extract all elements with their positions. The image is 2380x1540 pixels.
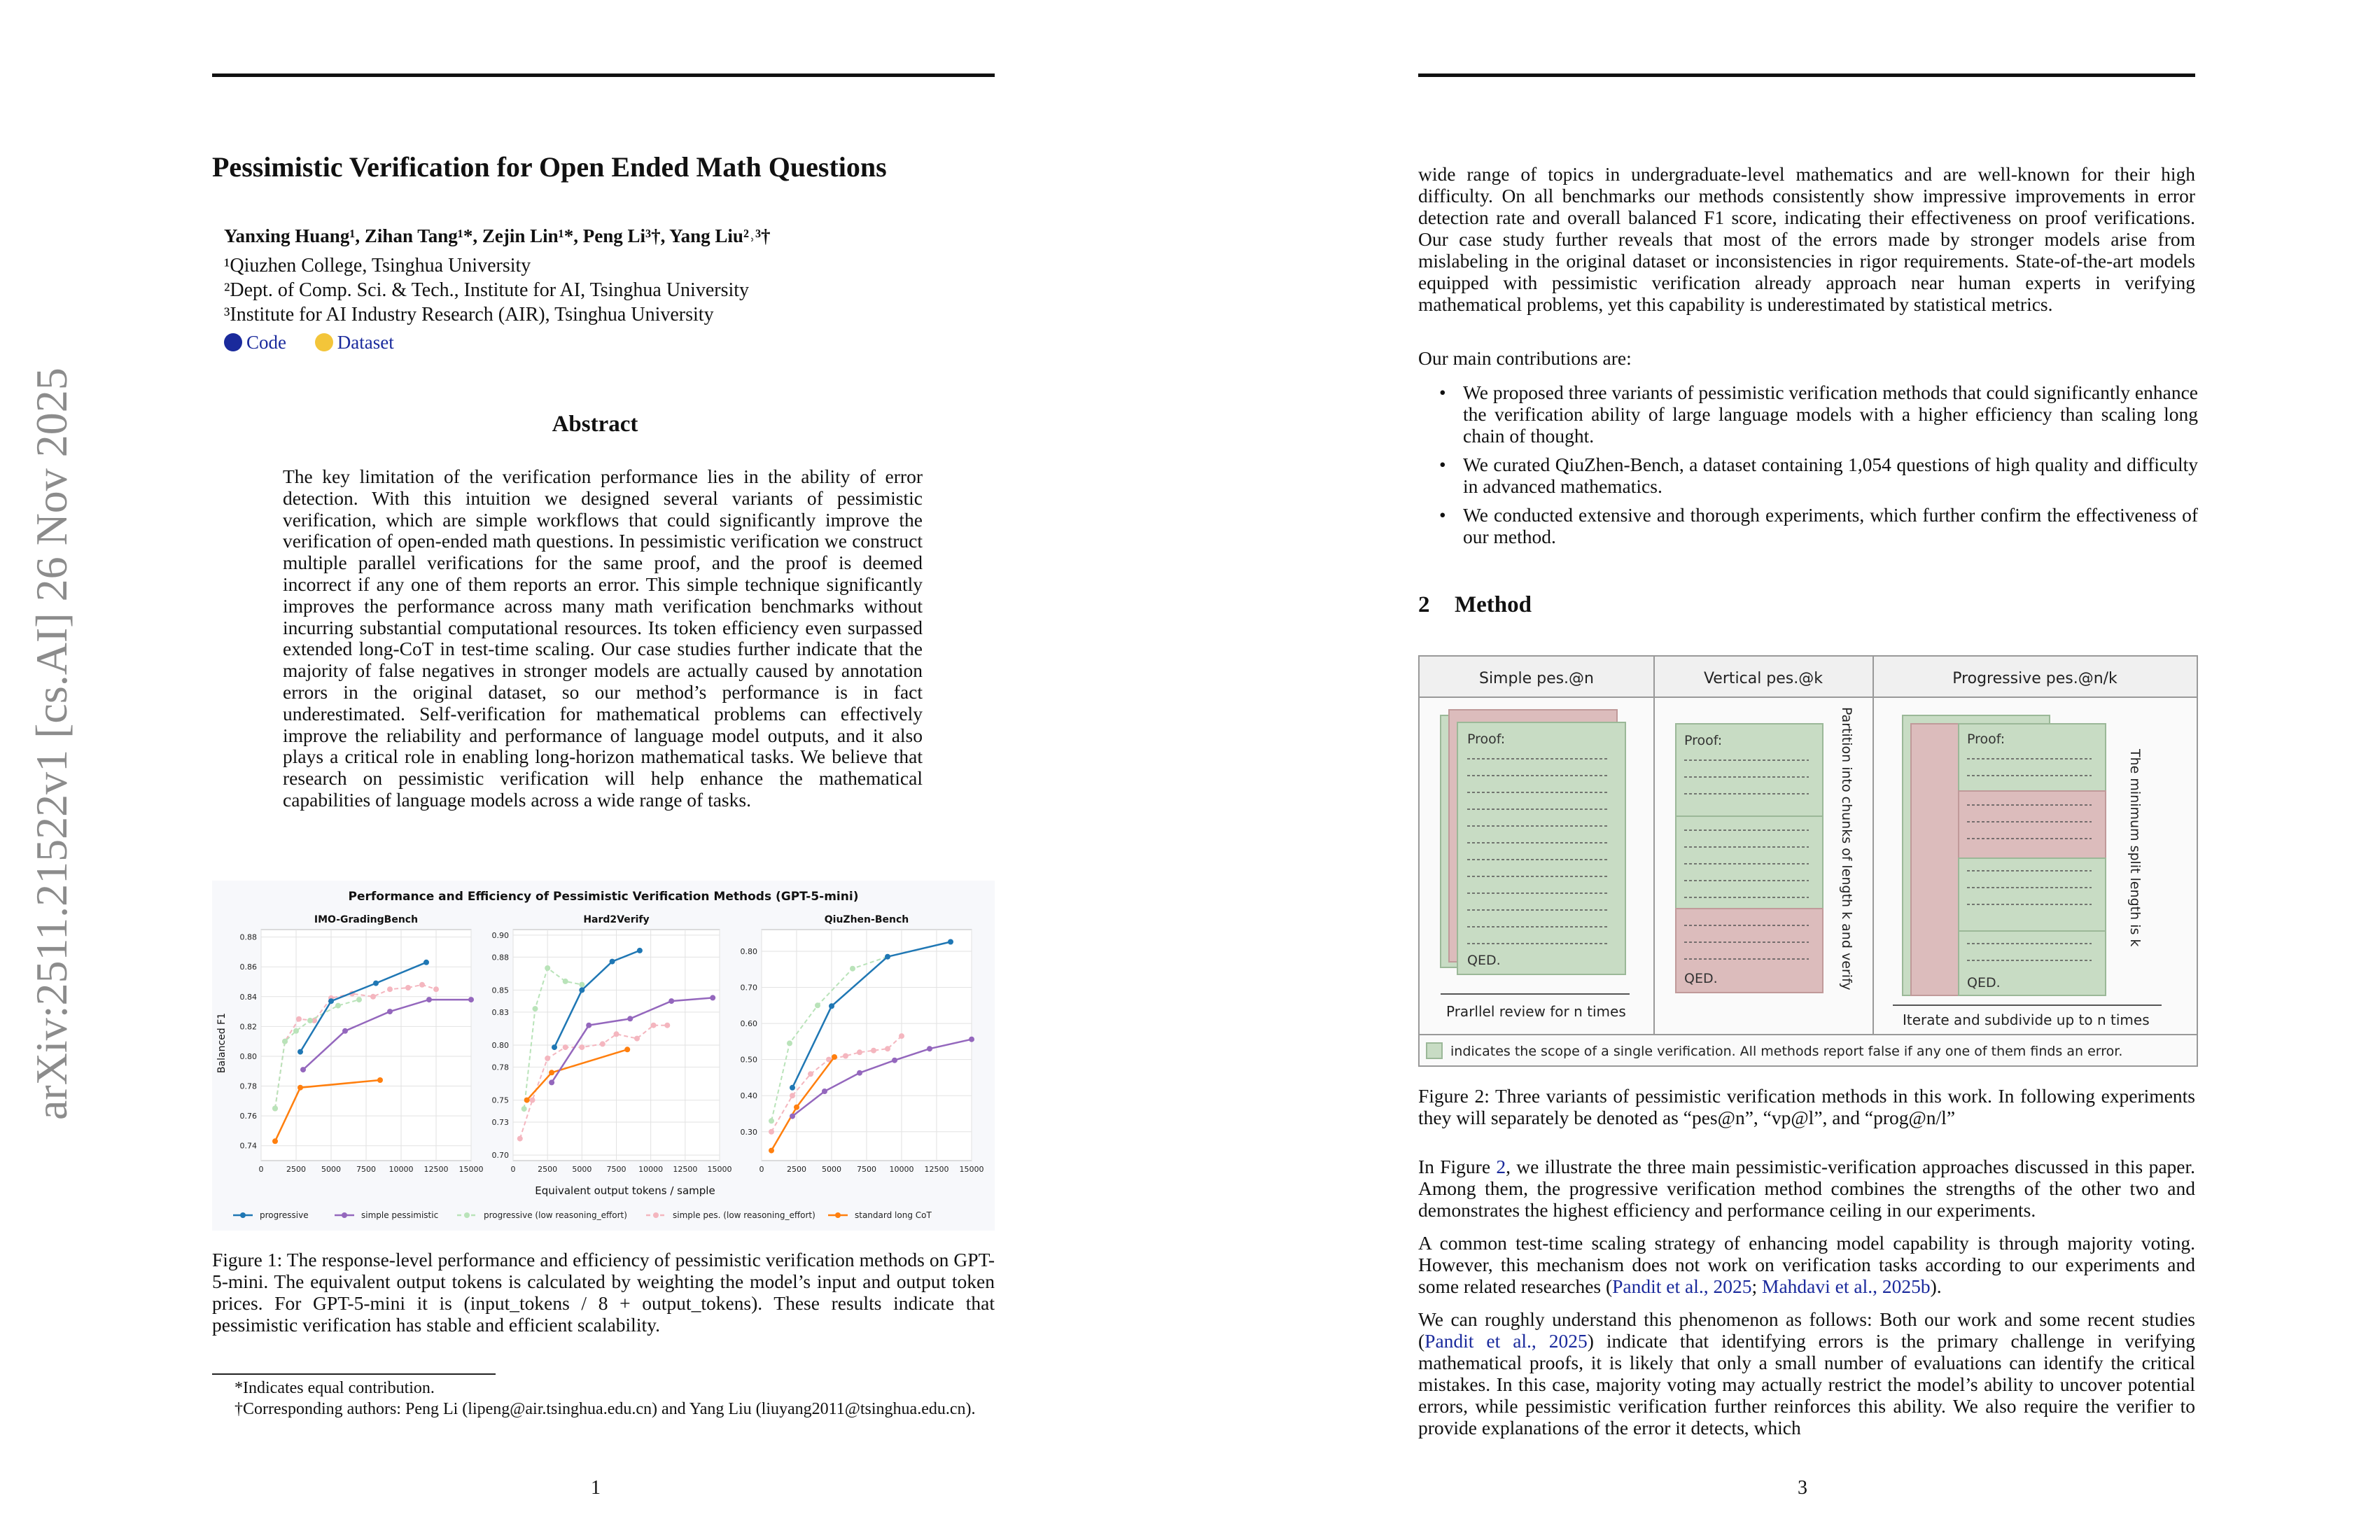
authors: Yanxing Huang¹, Zihan Tang¹*, Zejin Lin¹*, Peng Li³†, Yang Liu²˒³† <box>224 225 771 246</box>
data-point <box>586 1023 592 1028</box>
data-point <box>405 985 411 990</box>
data-point <box>843 1054 848 1059</box>
figure-2-svg <box>1420 657 2197 1065</box>
segment <box>1959 858 2106 931</box>
data-point <box>790 1093 795 1098</box>
abstract-text: The key limitation of the verification performance lies in the ability of error detection. With this intuition we designed several variants of pessimistic verification, which are simple workflows that could significantly improve the verification of open-ended math questions. In pessimistic verification we construct multiple parallel verifications for the same proof, and the proof is deemed incorrect if any one of them reports an error. This simple technique significantly improves the performance across many math verification benchmarks without incurring substantial computational resources. Its token efficiency even surpassed extended long-CoT in test-time scaling. Our case studies further indicate that the majority of false negatives in stronger models are actually caused by annotation errors in the original dataset, so our method’s performance is in fact underestimated. Self-verification for mathematical problems can effectively improve the reliability and performance of language model outputs, and it also plays a critical role in enabling long-horizon mathematical tasks. We believe that research on pessimistic verification will help enhance the mathematical capabilities of language models across a wide range of tasks. <box>283 465 923 811</box>
data-point <box>885 954 890 960</box>
column-header-progressive: Progressive pes.@n/k <box>1952 670 2118 687</box>
data-point <box>808 1071 813 1077</box>
abstract-heading: Abstract <box>552 412 638 437</box>
column-header-vertical: Vertical pes.@k <box>1703 670 1823 687</box>
data-point <box>579 1044 584 1050</box>
data-point <box>815 1002 820 1008</box>
data-point <box>549 1070 554 1075</box>
data-point <box>600 1041 606 1046</box>
text-span: ). <box>1930 1275 1942 1297</box>
x-tick-label: 12500 <box>924 1165 949 1174</box>
x-tick-label: 0 <box>759 1165 764 1174</box>
data-point <box>892 1058 897 1063</box>
chart-title: Performance and Efficiency of Pessimistic Verification Methods (GPT-5-mini) <box>348 890 859 904</box>
legend-marker <box>653 1212 659 1218</box>
x-tick-label: 2500 <box>286 1165 306 1174</box>
data-point <box>948 939 953 945</box>
data-point <box>517 1136 523 1142</box>
data-point <box>524 1098 530 1103</box>
y-tick-label: 0.88 <box>491 953 509 962</box>
data-point <box>426 997 432 1002</box>
qed-label: QED. <box>1467 953 1501 968</box>
data-point <box>377 1077 383 1083</box>
y-tick-label: 0.78 <box>491 1063 509 1072</box>
data-point <box>832 1054 837 1060</box>
data-point <box>468 997 474 1002</box>
x-tick-label: 7500 <box>857 1165 876 1174</box>
qed-label: QED. <box>1684 971 1718 986</box>
data-point <box>790 1114 795 1119</box>
proof-label: Proof: <box>1967 732 2005 747</box>
vertical-chunks <box>1676 724 1823 993</box>
x-tick-label: 5000 <box>572 1165 592 1174</box>
contribution-item: • We proposed three variants of pessimistic verification methods that could significantly enhance the verification ability of large language models with a higher efficiency than scaling long chain of thought. <box>1463 382 2198 447</box>
data-point <box>637 948 643 953</box>
data-point <box>552 1044 557 1050</box>
chart-panel <box>492 914 732 1174</box>
hugging-face-icon <box>315 333 333 351</box>
vertical-side-label: Partition into chunks of length k and verify <box>1839 707 1854 990</box>
dataset-link-label: Dataset <box>337 332 394 353</box>
figure-2-caption: Figure 2: Three variants of pessimistic verification methods in this work. In following experiments they will separately be denoted as “pes@n”, “vp@l”, and “prog@n/l” <box>1418 1085 2195 1128</box>
chart-legend <box>233 1210 932 1220</box>
data-point <box>651 1023 657 1028</box>
data-point <box>769 1118 774 1124</box>
data-point <box>522 1106 527 1112</box>
figure-1-chart <box>212 881 995 1231</box>
data-point <box>563 979 568 984</box>
y-tick-label: 0.73 <box>491 1118 509 1127</box>
data-point <box>787 1040 792 1046</box>
y-tick-label: 0.70 <box>491 1151 509 1161</box>
code-link-label: Code <box>246 332 286 353</box>
x-tick-label: 15000 <box>458 1165 484 1174</box>
intro-continued-paragraph: wide range of topics in undergraduate-level mathematics and are well-known for their high difficulty. On all benchmarks our methods consistently show impressive improvements in error detection rate and overall balanced F1 score, indicating their effectiveness on proof verifications. Our case study further reveals that most of the errors made by stronger models arise from mislabeling in the original dataset or inconsistencies in rigor requirements. State-of-the-art models equipped with pessimistic verification already approach near human experts in verifying mathematical problems, yet this capability is underestimated by statistical metrics. <box>1418 163 2195 315</box>
text-span: In Figure <box>1418 1156 1497 1177</box>
x-tick-label: 10000 <box>889 1165 914 1174</box>
qed-label: QED. <box>1967 975 2001 990</box>
x-tick-label: 15000 <box>707 1165 732 1174</box>
y-tick-label: 0.60 <box>740 1019 757 1029</box>
y-tick-label: 0.80 <box>491 1041 509 1050</box>
section-title: Method <box>1455 592 1532 617</box>
top-rule-right <box>1418 74 2195 77</box>
data-point <box>335 1003 341 1009</box>
progressive-side-label: The minimum split length is k <box>2127 749 2143 947</box>
y-tick-label: 0.88 <box>239 932 257 942</box>
text-span: , we illustrate the three main pessimistic-verification approaches discussed in this paper. Among them, the progressive verification method combines the strengths of the other two and demonstrates the highest efficiency and performance ceiling in our experiments. <box>1418 1156 2195 1221</box>
data-point <box>822 1088 827 1094</box>
figure-ref-link[interactable]: 2 <box>1496 1156 1506 1177</box>
progressive-stack <box>1903 715 2106 995</box>
affiliation-3: ³Institute for AI Industry Research (AIR), Tsinghua University <box>224 304 714 326</box>
legend-label: simple pessimistic <box>361 1210 439 1220</box>
data-point <box>885 1046 890 1051</box>
data-point <box>356 997 362 1002</box>
chart-ylabel: Balanced F1 <box>216 1012 227 1074</box>
dataset-link[interactable] <box>315 332 394 353</box>
chart-panel <box>741 914 984 1174</box>
citation-link[interactable]: Pandit et al., 2025 <box>1424 1330 1588 1352</box>
resource-links <box>224 332 394 354</box>
code-link[interactable] <box>224 332 291 353</box>
section-heading <box>1418 592 1532 618</box>
simple-bottom-label: Prarllel review for n times <box>1446 1003 1626 1020</box>
paragraph-phenomenon <box>1418 1308 2195 1438</box>
simple-proof-stack <box>1441 710 1625 974</box>
data-point <box>545 1056 550 1061</box>
arxiv-stamp: arXiv:2511.21522v1 [cs.AI] 26 Nov 2025 <box>27 368 76 1120</box>
proof-label: Proof: <box>1467 732 1506 747</box>
data-point <box>387 1009 393 1014</box>
data-point <box>579 987 584 993</box>
data-point <box>545 965 550 971</box>
x-tick-label: 7500 <box>606 1165 626 1174</box>
data-point <box>769 1129 774 1135</box>
data-point <box>370 994 376 1000</box>
y-tick-label: 0.84 <box>239 992 257 1002</box>
legend-marker <box>464 1212 470 1218</box>
data-point <box>387 986 393 992</box>
data-point <box>549 1079 554 1085</box>
x-tick-label: 5000 <box>822 1165 841 1174</box>
figure-2-diagram <box>1418 655 2198 1067</box>
data-point <box>794 1105 799 1110</box>
data-point <box>769 1148 774 1154</box>
x-tick-label: 0 <box>258 1165 264 1174</box>
affiliation-2: ²Dept. of Comp. Sci. & Tech., Institute for AI, Tsinghua University <box>224 279 750 301</box>
x-tick-label: 5000 <box>321 1165 341 1174</box>
page-number-right: 3 <box>1798 1477 1807 1499</box>
y-tick-label: 0.75 <box>491 1096 509 1105</box>
footnote-corresponding-authors: †Corresponding authors: Peng Li (lipeng@air.tsinghua.edu.cn) and Yang Liu (liuyang2011@tsinghua.edu.cn). <box>234 1400 976 1418</box>
data-point <box>610 959 615 965</box>
data-point <box>850 966 855 972</box>
affiliation-1: ¹Qiuzhen College, Tsinghua University <box>224 255 531 276</box>
data-point <box>282 1039 288 1044</box>
proof-label: Proof: <box>1684 733 1723 748</box>
chart-panels <box>240 914 984 1174</box>
data-point <box>298 1049 303 1055</box>
legend-label: standard long CoT <box>855 1210 932 1220</box>
figure-2-legend: indicates the scope of a single verification. All methods report false if any one of them finds an error. <box>1450 1044 2123 1059</box>
data-point <box>433 986 439 992</box>
text-span: We can roughly understand this phenomenon as follows: Both our work and some recent studies ( <box>1418 1308 2195 1352</box>
y-tick-label: 0.80 <box>740 946 757 956</box>
y-tick-label: 0.85 <box>491 986 509 995</box>
data-point <box>969 1037 974 1042</box>
data-point <box>272 1138 278 1144</box>
y-tick-label: 0.80 <box>239 1051 257 1061</box>
y-tick-label: 0.86 <box>239 962 257 972</box>
data-point <box>424 960 429 965</box>
section-number: 2 <box>1418 592 1430 617</box>
legend-marker <box>342 1212 347 1218</box>
x-tick-label: 12500 <box>424 1165 449 1174</box>
x-tick-label: 2500 <box>787 1165 806 1174</box>
contribution-item: • We curated QiuZhen-Bench, a dataset containing 1,054 questions of high quality and difficulty in advanced mathematics. <box>1463 454 2198 497</box>
data-point <box>710 995 715 1000</box>
figure-1-caption: Figure 1: The response-level performance and efficiency of pessimistic verification methods on GPT-5-mini. The equivalent output tokens is calculated by weighting the model’s input and output token prices. For GPT-5-mini it is (input_tokens / 8 + output_tokens). These results indicate that pessimistic verification has stable and efficient scalability. <box>212 1249 995 1336</box>
citation-link[interactable]: Pandit et al., 2025 <box>1612 1275 1752 1297</box>
text-span: A common test-time scaling strategy of enhancing model capability is through majority voting. However, this mechanism does not work on verification tasks according to our experiments and some related researches ( <box>1418 1232 2195 1297</box>
data-point <box>373 981 379 986</box>
x-tick-label: 0 <box>510 1165 516 1174</box>
panel-title: QiuZhen-Bench <box>824 914 909 925</box>
footnote-rule <box>212 1373 496 1375</box>
legend-marker <box>240 1212 246 1218</box>
data-point <box>829 1003 834 1009</box>
data-point <box>419 982 425 988</box>
contribution-item: • We conducted extensive and thorough experiments, which further confirm the effectiveness of our method. <box>1463 504 2198 547</box>
chart-svg <box>212 881 995 1231</box>
data-point <box>296 1016 302 1022</box>
chart-xlabel: Equivalent output tokens / sample <box>535 1184 715 1197</box>
data-point <box>293 1028 299 1034</box>
contributions-list <box>1463 382 2198 554</box>
x-tick-label: 15000 <box>959 1165 984 1174</box>
text-span: ; <box>1751 1275 1763 1297</box>
data-point <box>328 998 334 1004</box>
x-tick-label: 12500 <box>673 1165 698 1174</box>
page-number-left: 1 <box>591 1477 601 1499</box>
data-point <box>579 982 584 988</box>
citation-link[interactable]: Mahdavi et al., 2025b <box>1762 1275 1931 1297</box>
panel-title: IMO-GradingBench <box>314 914 419 925</box>
segment-error <box>1959 791 2106 858</box>
data-point <box>927 1046 932 1051</box>
y-tick-label: 0.40 <box>740 1091 757 1101</box>
data-point <box>530 1098 536 1103</box>
x-tick-label: 10000 <box>388 1165 414 1174</box>
legend-marker <box>835 1212 841 1218</box>
column-header-simple: Simple pes.@n <box>1478 670 1595 687</box>
x-tick-label: 7500 <box>356 1165 376 1174</box>
scope-swatch <box>1427 1043 1442 1058</box>
x-tick-label: 2500 <box>538 1165 558 1174</box>
data-point <box>272 1106 278 1112</box>
data-point <box>857 1070 862 1076</box>
contributions-lead: Our main contributions are: <box>1418 347 1632 369</box>
data-point <box>627 1016 633 1021</box>
github-icon <box>224 333 242 351</box>
y-tick-label: 0.76 <box>239 1112 257 1121</box>
paragraph-majority-voting <box>1418 1232 2195 1297</box>
legend-label: progressive (low reasoning_effort) <box>484 1210 627 1220</box>
y-tick-label: 0.83 <box>491 1007 509 1017</box>
legend-label: simple pes. (low reasoning_effort) <box>673 1210 816 1220</box>
data-point <box>664 1023 670 1028</box>
data-point <box>857 1049 862 1055</box>
data-point <box>624 1046 630 1052</box>
y-tick-label: 0.78 <box>239 1082 257 1091</box>
panel-title: Hard2Verify <box>583 914 650 925</box>
legend-label: progressive <box>260 1210 309 1220</box>
top-rule <box>212 74 995 77</box>
text-span: ) indicate that identifying errors is the primary challenge in verifying mathematical proofs, it is likely that only a small number of evaluations can identify the critical mistakes. In this case, majority voting may actually restrict the model’s ability to uncover potential errors, while pessimistic verification further reinforces this ability. We also require the verifier to provide explanations of the error it detects, which <box>1418 1330 2195 1438</box>
data-point <box>342 1028 348 1034</box>
data-point <box>634 1036 640 1042</box>
data-point <box>899 1033 904 1039</box>
progressive-bottom-label: Iterate and subdivide up to n times <box>1903 1011 2150 1028</box>
data-point <box>790 1085 795 1091</box>
x-tick-label: 10000 <box>638 1165 664 1174</box>
data-point <box>533 1006 538 1011</box>
data-point <box>871 1048 876 1054</box>
paper-title: Pessimistic Verification for Open Ended Math Questions <box>212 151 887 183</box>
y-tick-label: 0.82 <box>239 1022 257 1032</box>
data-point <box>300 1067 306 1072</box>
footnote-equal-contribution: *Indicates equal contribution. <box>234 1379 435 1397</box>
data-point <box>307 1018 313 1023</box>
chart-panel <box>240 914 484 1174</box>
data-point <box>298 1085 303 1091</box>
proof-copy <box>1457 722 1625 974</box>
y-tick-label: 0.50 <box>740 1055 757 1065</box>
y-tick-label: 0.70 <box>740 983 757 993</box>
y-tick-label: 0.74 <box>239 1141 257 1151</box>
y-tick-label: 0.30 <box>740 1127 757 1137</box>
y-tick-label: 0.90 <box>491 930 509 940</box>
data-point <box>668 998 674 1004</box>
paragraph-figure-reference <box>1418 1156 2195 1221</box>
data-point <box>563 1044 568 1050</box>
data-point <box>614 1031 620 1037</box>
